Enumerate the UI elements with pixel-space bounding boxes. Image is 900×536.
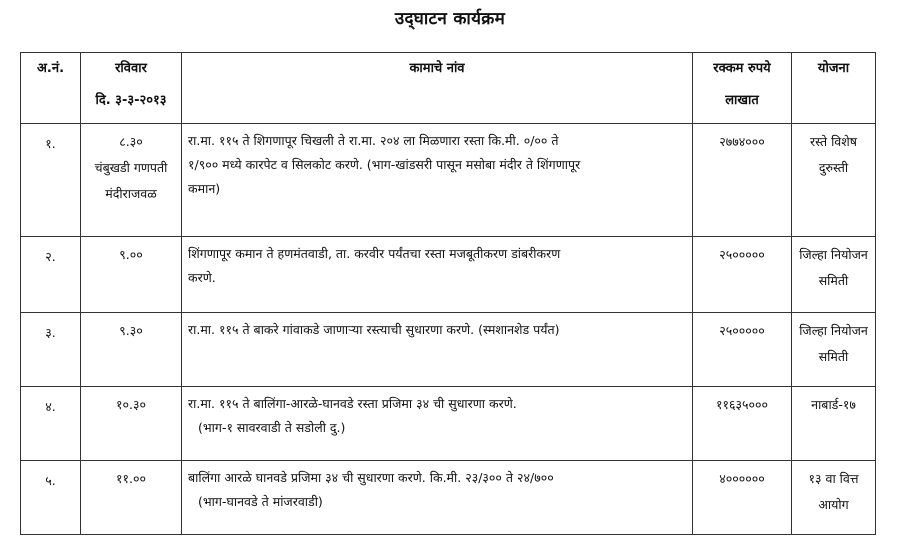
cell-sr-no: ३. [21, 313, 81, 387]
header-time: रविवार दि. ३-३-२०१३ [81, 53, 182, 124]
table-row [21, 461, 876, 535]
cell-amount: २५००००० [693, 313, 792, 387]
cell-work-name: रा.मा. ११५ ते शिगणापूर चिखली ते रा.मा. २०४ ला मिळणारा रस्ता कि.मी. ०/०० ते १/९०० मध्ये कारपेट व सिलकोट करणे. (भाग-खांडसरी पासून मसोबा मंदीर ते शिंगणापूर कमान) [182, 124, 693, 237]
cell-amount: ४०००००० [693, 461, 792, 535]
page-title: उद्‌घाटन कार्यक्रम [394, 9, 506, 29]
cell-work-name: रा.मा. ११५ ते बाकरे गांवाकडे जाणाऱ्या रस्त्याची सुधारणा करणे. (स्मशानशेड पर्यंत) [182, 313, 693, 387]
cell-time: ११.०० [81, 461, 182, 535]
table-row [21, 313, 876, 387]
cell-scheme: रस्ते विशेष दुरुस्ती [792, 124, 876, 237]
cell-scheme: नाबार्ड-१७ [792, 387, 876, 461]
cell-work-name: बालिंगा आरळे घानवडे प्रजिमा ३४ ची सुधारणा करणे. कि.मी. २३/३०० ते २४/७०० (भाग-घानवडे ते मांजरवाडी) [182, 461, 693, 535]
program-table [20, 52, 876, 535]
header-work-name: कामाचे नांव [182, 53, 693, 124]
cell-scheme: १३ वा वित्त आयोग [792, 461, 876, 535]
cell-sr-no: १. [21, 124, 81, 237]
cell-amount: २५००००० [693, 237, 792, 313]
cell-scheme: जिल्हा नियोजन समिती [792, 237, 876, 313]
cell-amount: २७७४००० [693, 124, 792, 237]
table-row [21, 237, 876, 313]
header-amount: रक्कम रुपये लाखात [693, 53, 792, 124]
cell-time: ९.३० [81, 313, 182, 387]
cell-time: १०.३० [81, 387, 182, 461]
table-row [21, 387, 876, 461]
cell-scheme: जिल्हा नियोजन समिती [792, 313, 876, 387]
cell-time: ९.०० [81, 237, 182, 313]
cell-sr-no: ४. [21, 387, 81, 461]
header-scheme: योजना [792, 53, 876, 124]
cell-work-name: रा.मा. ११५ ते बालिंगा-आरळे-घानवडे रस्ता प्रजिमा ३४ ची सुधारणा करणे. (भाग-१ सावरवाडी ते सडोली दु.) [182, 387, 693, 461]
header-row [21, 53, 876, 124]
table-row [21, 124, 876, 237]
cell-time: ८.३० चंबुखडी गणपती मंदीराजवळ [81, 124, 182, 237]
cell-sr-no: २. [21, 237, 81, 313]
cell-amount: ११६३५००० [693, 387, 792, 461]
header-sr-no: अ.नं. [21, 53, 81, 124]
cell-sr-no: ५. [21, 461, 81, 535]
cell-work-name: शिंगणापूर कमान ते हणमंतवाडी, ता. करवीर पर्यंतचा रस्ता मजबूतीकरण डांबरीकरण करणे. [182, 237, 693, 313]
